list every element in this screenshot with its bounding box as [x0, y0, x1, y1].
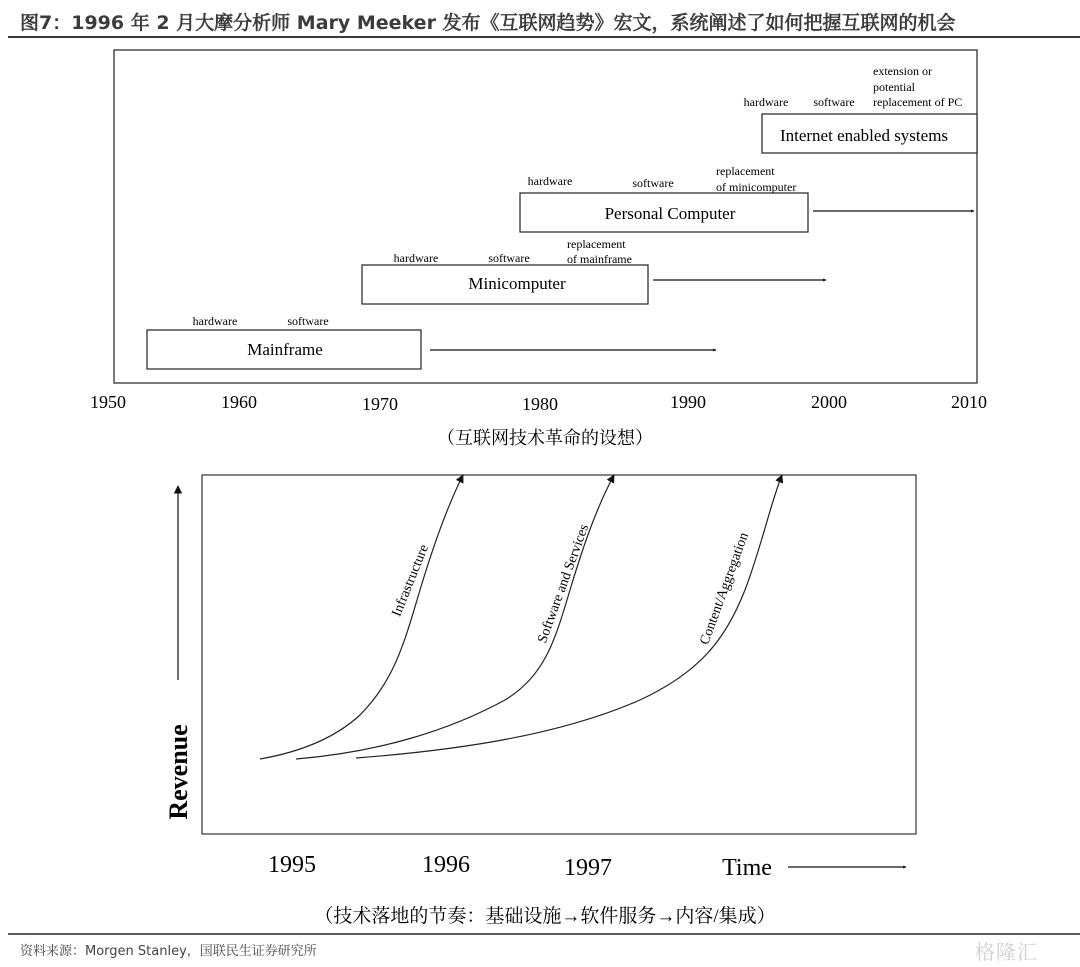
- era-label: replacement of PC: [873, 95, 963, 109]
- era-name: Minicomputer: [468, 274, 566, 293]
- curve-label: Infrastructure: [389, 542, 432, 619]
- era-label: replacement: [716, 164, 775, 178]
- era-name: Internet enabled systems: [779, 126, 949, 145]
- era-label: potential: [873, 80, 915, 94]
- top-caption: （互联网技术革命的设想）: [437, 428, 653, 448]
- curve-content-aggregation: [356, 475, 782, 758]
- year-tick: 1950: [90, 392, 126, 412]
- era-label: of minicomputer: [716, 180, 797, 194]
- time-label: Time: [722, 855, 772, 881]
- era-label: software: [287, 314, 329, 328]
- curve-label: Content/Aggregation: [697, 530, 752, 647]
- era-personal-computer: [520, 164, 974, 232]
- year-tick: 1990: [670, 392, 706, 412]
- watermark-logo: 格隆汇: [975, 940, 1038, 964]
- era-mainframe: [147, 314, 716, 369]
- bottom-caption: （技术落地的节奏：基础设施→软件服务→内容/集成）: [314, 906, 776, 927]
- year-axis: [90, 392, 987, 414]
- source-note: 资料来源：Morgen Stanley，国联民生证券研究所: [20, 944, 317, 959]
- era-label: software: [813, 95, 855, 109]
- era-minicomputer: [362, 237, 826, 304]
- curve-label: Software and Services: [535, 522, 593, 646]
- curve-infrastructure: [260, 475, 463, 759]
- era-label: hardware: [192, 314, 238, 328]
- time-tick: 1995: [268, 852, 316, 878]
- revenue-frame: [202, 475, 916, 834]
- software-services-curve: [296, 475, 614, 759]
- era-internet-enabled-systems: [744, 64, 977, 153]
- era-name: Personal Computer: [604, 204, 736, 223]
- year-tick: 2000: [811, 392, 847, 412]
- era-label: software: [632, 176, 674, 190]
- year-tick: 2010: [951, 392, 987, 412]
- footer-divider: [8, 933, 1080, 935]
- era-label: software: [488, 251, 530, 265]
- era-label: hardware: [527, 174, 573, 188]
- era-label: hardware: [743, 95, 789, 109]
- year-tick: 1960: [221, 392, 257, 412]
- curve-software-services: [296, 475, 614, 759]
- era-label: replacement: [567, 237, 626, 251]
- time-axis: [268, 852, 906, 881]
- era-name: Mainframe: [247, 340, 323, 359]
- era-label: of mainframe: [567, 252, 632, 266]
- y-axis-label: Revenue: [164, 724, 193, 820]
- figure-title: 图7：1996 年 2 月大摩分析师 Mary Meeker 发布《互联网趋势》宏文，系统阐述了如何把握互联网的机会: [20, 12, 956, 34]
- era-label: extension or: [873, 64, 932, 78]
- time-tick: 1996: [422, 852, 470, 878]
- time-tick: 1997: [564, 855, 612, 881]
- year-tick: 1980: [522, 394, 558, 414]
- year-tick: 1970: [362, 394, 398, 414]
- era-label: hardware: [393, 251, 439, 265]
- infrastructure-curve: [260, 475, 463, 759]
